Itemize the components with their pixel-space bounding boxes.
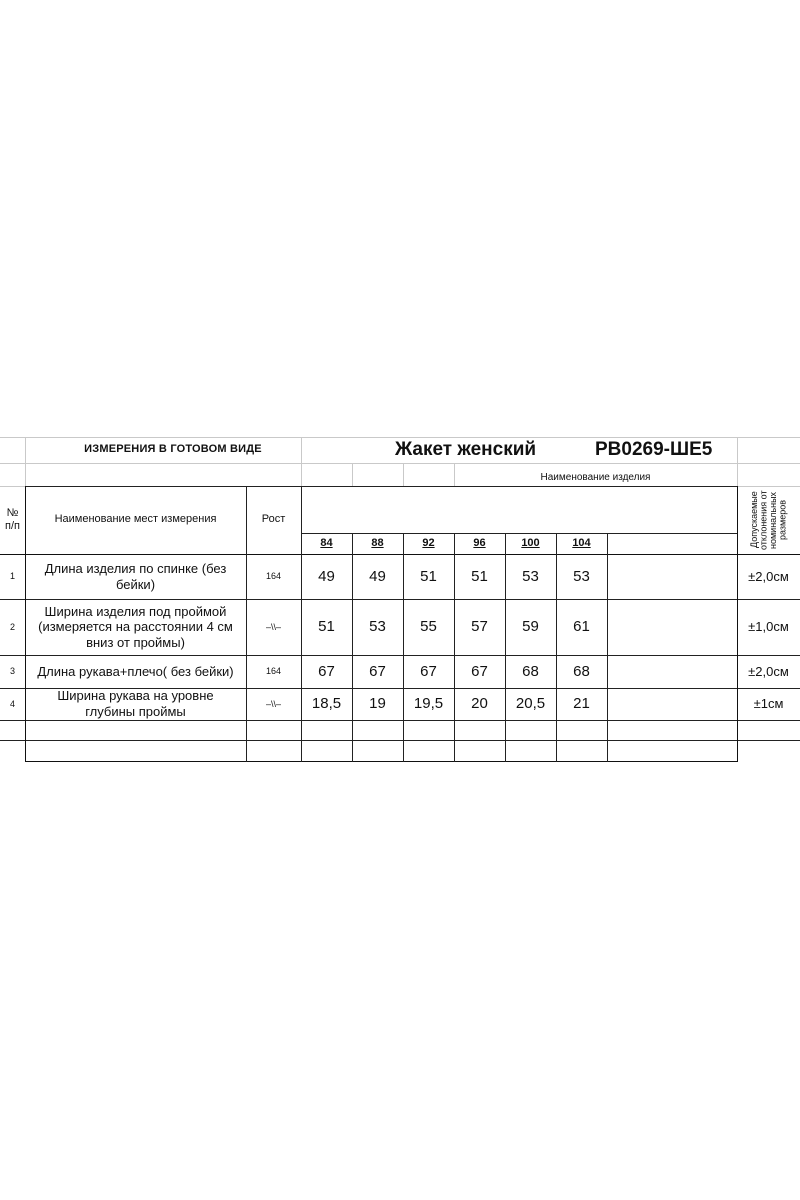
size-header: 100 <box>521 536 540 549</box>
measurements-label: ИЗМЕРЕНИЯ В ГОТОВОМ ВИДЕ <box>84 443 262 456</box>
size-value: 61 <box>573 618 590 635</box>
measure-place: Длина рукава+плечо( без бейки) <box>37 663 234 679</box>
column-number-header: № п/п <box>5 506 20 532</box>
row-number: 2 <box>9 621 15 632</box>
size-value: 67 <box>471 662 488 680</box>
tolerance-value: ±1см <box>753 696 784 712</box>
size-value: 51 <box>471 567 488 585</box>
grid-line <box>0 720 800 721</box>
tolerance-value: ±1,0см <box>748 619 789 635</box>
size-value: 57 <box>471 618 488 635</box>
size-value: 21 <box>573 695 590 712</box>
size-value: 53 <box>573 567 590 585</box>
height-value: –\\– <box>265 621 281 632</box>
tolerance-value: ±2,0см <box>748 568 789 584</box>
size-value: 67 <box>318 662 335 680</box>
tolerance-label: Допускаемые отклонения от номинальных размеров <box>748 490 787 550</box>
column-tolerance-header <box>737 486 800 554</box>
measure-place: Ширина изделия под проймой (измеряется на расстоянии 4 см вниз от проймы) <box>38 603 233 650</box>
height-value: –\\– <box>265 698 281 709</box>
size-value: 51 <box>318 618 335 635</box>
size-value: 68 <box>522 662 539 680</box>
tolerance-value: ±2,0см <box>748 663 789 679</box>
size-value: 19 <box>369 695 386 712</box>
grid-line <box>0 740 800 741</box>
grid-line <box>403 463 404 486</box>
size-value: 49 <box>369 567 386 585</box>
measure-place: Ширина рукава на уровне глубины проймы <box>57 688 214 719</box>
grid-line <box>25 761 738 762</box>
grid-line <box>352 463 353 486</box>
size-header: 88 <box>371 536 384 549</box>
size-value: 18,5 <box>311 695 342 712</box>
size-value: 55 <box>420 618 437 635</box>
size-value: 59 <box>522 618 539 635</box>
size-header: 92 <box>422 536 435 549</box>
column-height-header: Рост <box>261 513 286 526</box>
size-value: 20,5 <box>515 695 546 712</box>
measure-place: Длина изделия по спинке (без бейки) <box>44 560 227 592</box>
size-value: 49 <box>318 567 335 585</box>
size-header: 96 <box>473 536 486 549</box>
product-name: Жакет женский <box>395 438 537 460</box>
size-value: 67 <box>369 662 386 680</box>
grid-line <box>607 533 608 762</box>
product-caption: Наименование изделия <box>540 472 651 483</box>
size-value: 53 <box>369 618 386 635</box>
product-code: РВ0269-ШЕ5 <box>595 438 713 460</box>
row-number: 1 <box>9 571 15 582</box>
row-number: 4 <box>9 698 15 709</box>
size-header: 84 <box>320 536 333 549</box>
column-measure-place-header: Наименование мест измерения <box>54 513 217 526</box>
size-value: 51 <box>420 567 437 585</box>
size-header: 104 <box>572 536 591 549</box>
measurement-table <box>0 437 800 762</box>
height-value: 164 <box>265 571 282 582</box>
size-value: 68 <box>573 662 590 680</box>
size-value: 67 <box>420 662 437 680</box>
grid-line <box>0 463 800 464</box>
size-value: 20 <box>471 695 488 712</box>
size-value: 53 <box>522 567 539 585</box>
size-value: 19,5 <box>413 695 444 712</box>
height-value: 164 <box>265 666 282 677</box>
row-number: 3 <box>9 666 15 677</box>
